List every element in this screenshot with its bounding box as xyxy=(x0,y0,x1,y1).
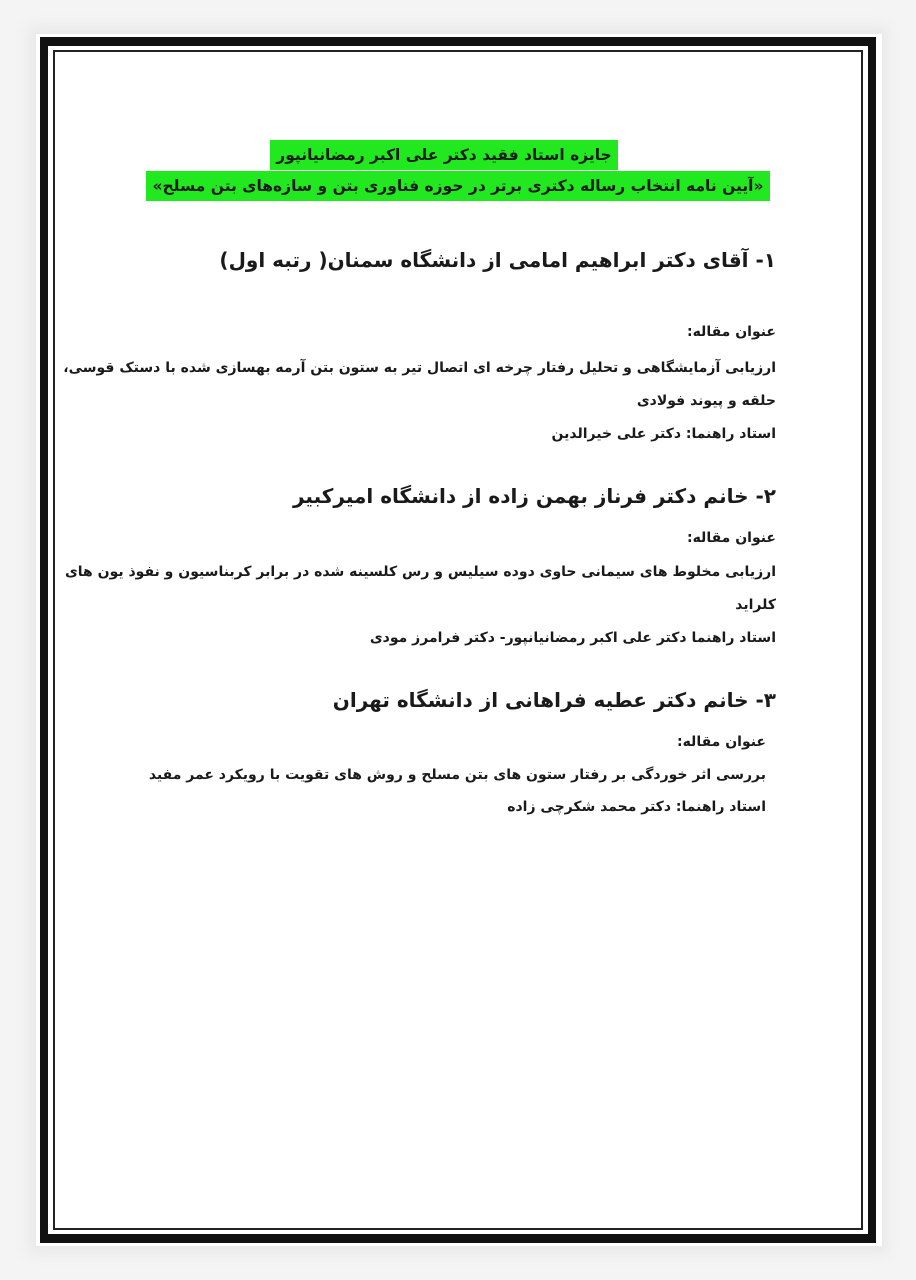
entry-2-title-line-2: کلراید xyxy=(735,597,776,613)
entry-1-heading: ۱- آقای دکتر ابراهیم امامی از دانشگاه سمنان( رتبه اول) xyxy=(219,248,776,272)
entry-3-title-line-1: بررسی اثر خوردگی بر رفتار ستون های بتن مسلح و روش های تقویت با رویکرد عمر مفید xyxy=(148,767,766,783)
document-title xyxy=(110,140,806,202)
entry-1-label: عنوان مقاله: xyxy=(686,324,776,340)
entry-3-label: عنوان مقاله: xyxy=(676,734,766,750)
entry-1-title-line-2: حلقه و پیوند فولادی xyxy=(636,393,776,409)
entry-2-title-line-1: ارزیابی مخلوط های سیمانی حاوی دوده سیلیس و رس کلسینه شده در برابر کربناسیون و نفوذ یون های xyxy=(64,564,776,580)
entry-1-advisor: استاد راهنما: دکتر علی خیرالدین xyxy=(551,426,776,442)
title-line-1: جایزه استاد فقید دکتر علی اکبر رمضانیانپور xyxy=(270,140,617,170)
entry-2-heading: ۲- خانم دکتر فرناز بهمن زاده از دانشگاه امیرکبیر xyxy=(292,484,776,508)
entry-3-heading: ۳- خانم دکتر عطیه فراهانی از دانشگاه تهران xyxy=(332,688,776,712)
entry-1-title-line-1: ارزیابی آزمایشگاهی و تحلیل رفتار چرخه ای اتصال تیر به ستون بتن آرمه بهسازی شده با دستک قوسی، xyxy=(63,360,776,376)
entry-2-label: عنوان مقاله: xyxy=(686,530,776,546)
entry-3-advisor: استاد راهنما: دکتر محمد شکرچی زاده xyxy=(507,799,766,815)
entry-2-advisor: استاد راهنما دکتر علی اکبر رمضانیانپور- دکتر فرامرز مودی xyxy=(369,630,776,646)
title-line-2: «آیین نامه انتخاب رساله دکتری برتر در حوزه فناوری بتن و سازه‌های بتن مسلح» xyxy=(146,171,769,201)
